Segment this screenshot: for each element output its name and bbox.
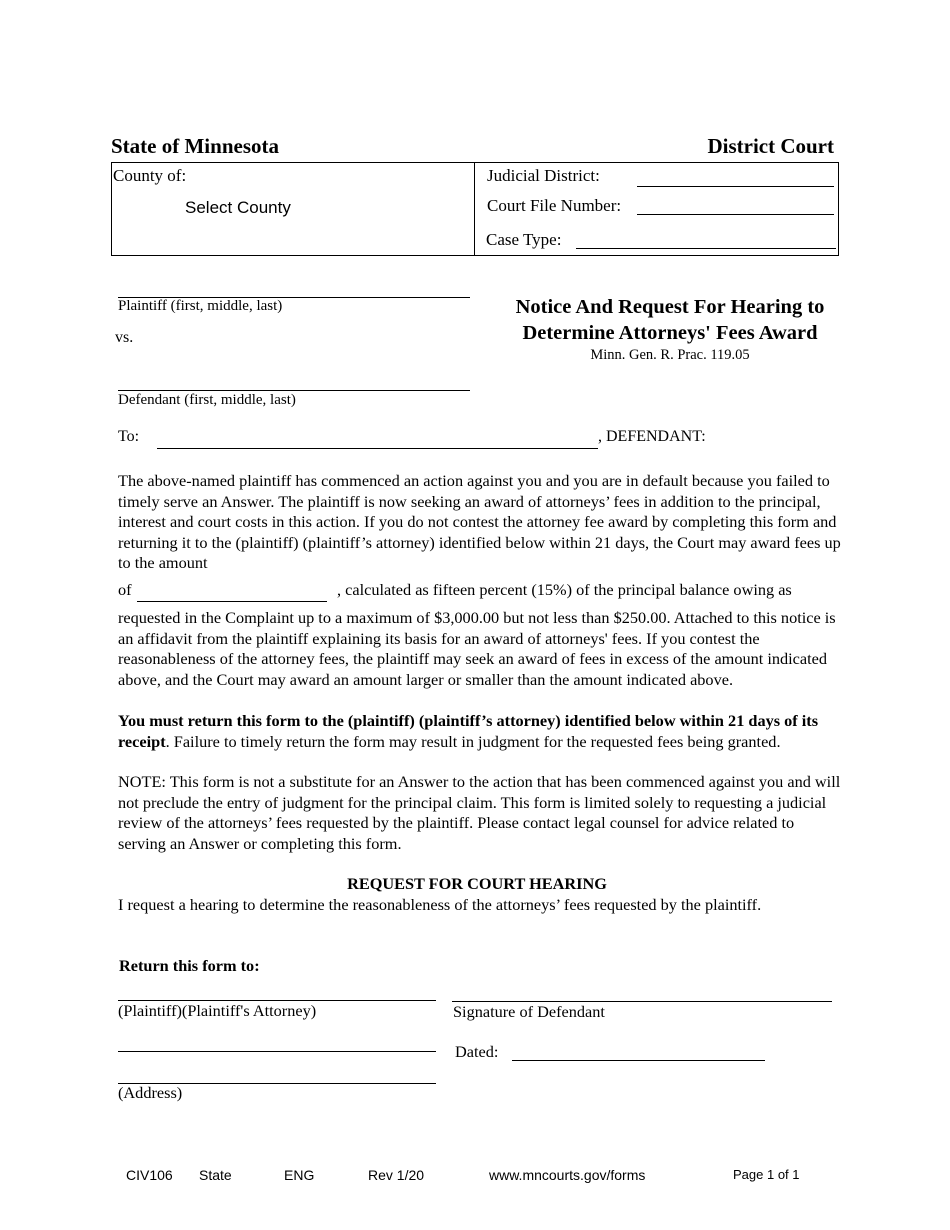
footer-url[interactable]: www.mncourts.gov/forms [489, 1167, 646, 1183]
court-file-number-label: Court File Number: [487, 196, 622, 215]
footer-form-id: CIV106 [126, 1167, 173, 1183]
rule-citation: Minn. Gen. R. Prac. 119.05 [590, 347, 750, 363]
of-label: of [118, 580, 132, 599]
defendant-suffix: , DEFENDANT: [598, 428, 706, 445]
court-file-number-field[interactable] [637, 214, 834, 215]
plaintiff-attorney-label: (Plaintiff)(Plaintiff's Attorney) [118, 1001, 317, 1020]
case-type-label: Case Type: [486, 230, 562, 249]
signature-label: Signature of Defendant [453, 1002, 605, 1021]
dated-field[interactable] [512, 1060, 765, 1061]
defendant-label: Defendant (first, middle, last) [118, 392, 296, 408]
plaintiff-label: Plaintiff (first, middle, last) [118, 298, 283, 314]
county-select[interactable]: Select County [185, 198, 291, 217]
notice-paragraph-2: requested in the Complaint up to a maximum of $3,000.00 but not less than $250.00. Attached to this notice is an affidavit from the plaintiff explaining its basis for an award of attorneys' fees. If you contest the reasonableness of the attorney fees, the plaintiff may seek an award of fees in excess of the amount indicated above, and the Court may award an amount larger or smaller than the amount indicated above. [118, 608, 836, 689]
state-heading: State of Minnesota [111, 134, 279, 158]
county-label: County of: [113, 166, 187, 185]
request-heading: REQUEST FOR COURT HEARING [347, 874, 607, 893]
versus-text: vs. [115, 329, 134, 346]
dated-label: Dated: [455, 1042, 499, 1061]
judicial-district-label: Judicial District: [487, 166, 600, 185]
case-type-field[interactable] [576, 248, 836, 249]
return-heading: Return this form to: [119, 956, 260, 975]
return-warning-paragraph [118, 711, 842, 752]
defendant-to-field[interactable] [157, 448, 598, 449]
footer-state: State [199, 1167, 232, 1183]
form-title-line2: Determine Attorneys' Fees Award [522, 322, 818, 344]
return-warning-rest: . Failure to timely return the form may result in judgment for the requested fees being granted. [165, 731, 781, 751]
fee-amount-field[interactable] [137, 601, 327, 602]
request-text: I request a hearing to determine the reasonableness of the attorneys’ fees requested by the plaintiff. [118, 895, 762, 914]
court-heading: District Court [707, 134, 834, 158]
defendant-name-field[interactable] [118, 390, 470, 391]
to-label: To: [118, 428, 140, 445]
note-paragraph: NOTE: This form is not a substitute for an Answer to the action that has been commenced against you and will not preclude the entry of judgment for the principal claim. This form is limited solely to requesting a judicial review of the attorneys’ fees requested by the plaintiff. Please contact legal counsel for advice related to serving an Answer or completing this form. [118, 772, 841, 853]
form-title-line1: Notice And Request For Hearing to [515, 296, 825, 318]
caption-box-divider [474, 162, 475, 256]
footer-language: ENG [284, 1167, 315, 1183]
judicial-district-field[interactable] [637, 186, 834, 187]
footer-revision: Rev 1/20 [368, 1167, 425, 1183]
notice-paragraph-1: The above-named plaintiff has commenced an action against you and you are in default because you failed to timely serve an Answer. The plaintiff is now seeking an award of attorneys’ fees in addition to the principal, interest and court costs in this action. If you do not contest the attorney fee award by completing this form and returning it to the (plaintiff) (plaintiff’s attorney) identified below within 21 days, the Court may award fees up to the amount [118, 471, 841, 573]
return-warning-bold: You must return this form to the (plaintiff) (plaintiff’s attorney) identified below within 21 days of its receipt [118, 711, 819, 751]
footer-page-number: Page 1 of 1 [733, 1167, 800, 1182]
fee-calculation-text: , calculated as fifteen percent (15%) of the principal balance owing as [337, 580, 792, 599]
address-label: (Address) [118, 1083, 183, 1102]
attorney-address-line-1[interactable] [118, 1051, 436, 1052]
